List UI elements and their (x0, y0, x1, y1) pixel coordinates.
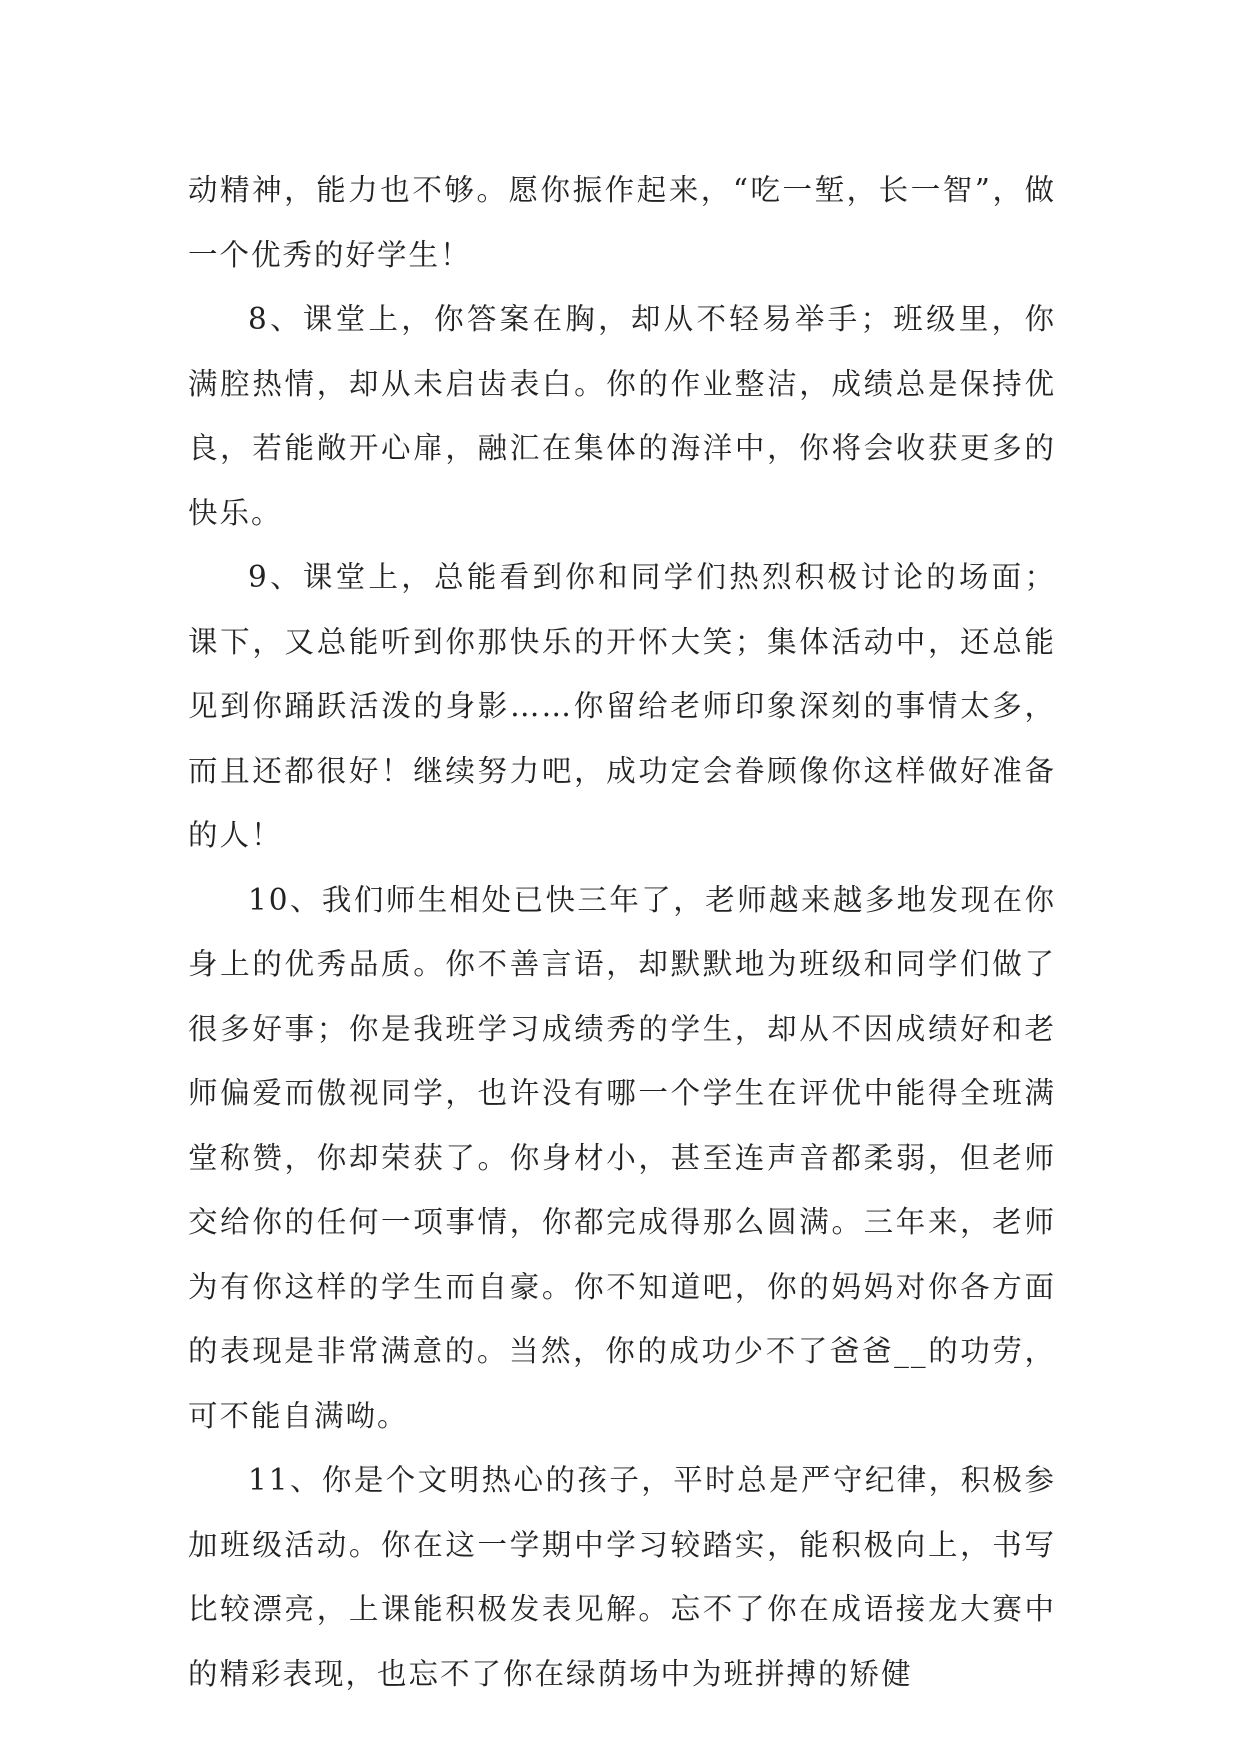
paragraph-item-8: 8、课堂上，你答案在胸，却从不轻易举手；班级里，你满腔热情，却从未启齿表白。你的作业整洁，成绩总是保持优良，若能敞开心扉，融汇在集体的海洋中，你将会收获更多的快乐。 (188, 302, 1056, 530)
document-body (188, 158, 1056, 1706)
paragraph-continuation: 动精神，能力也不够。愿你振作起来，“吃一堑，长一智”，做一个优秀的好学生！ (188, 173, 1056, 272)
paragraph-item-9: 9、课堂上，总能看到你和同学们热烈积极讨论的场面；课下，又总能听到你那快乐的开怀大笑；集体活动中，还总能见到你踊跃活泼的身影……你留给老师印象深刻的事情太多，而且还都很好！继续努力吧，成功定会眷顾像你这样做好准备的人！ (188, 560, 1056, 852)
paragraph-item-11: 11、你是个文明热心的孩子，平时总是严守纪律，积极参加班级活动。你在这一学期中学习较踏实，能积极向上，书写比较漂亮，上课能积极发表见解。忘不了你在成语接龙大赛中的精彩表现，也忘不了你在绿荫场中为班拼搏的矫健 (188, 1463, 1056, 1691)
paragraph-item-10: 10、我们师生相处已快三年了，老师越来越多地发现在你身上的优秀品质。你不善言语，却默默地为班级和同学们做了很多好事；你是我班学习成绩秀的学生，却从不因成绩好和老师偏爱而傲视同学，也许没有哪一个学生在评优中能得全班满堂称赞，你却荣获了。你身材小，甚至连声音都柔弱，但老师交给你的任何一项事情，你都完成得那么圆满。三年来，老师为有你这样的学生而自豪。你不知道吧，你的妈妈对你各方面的表现是非常满意的。当然，你的成功少不了爸爸__的功劳，可不能自满呦。 (188, 882, 1056, 1433)
